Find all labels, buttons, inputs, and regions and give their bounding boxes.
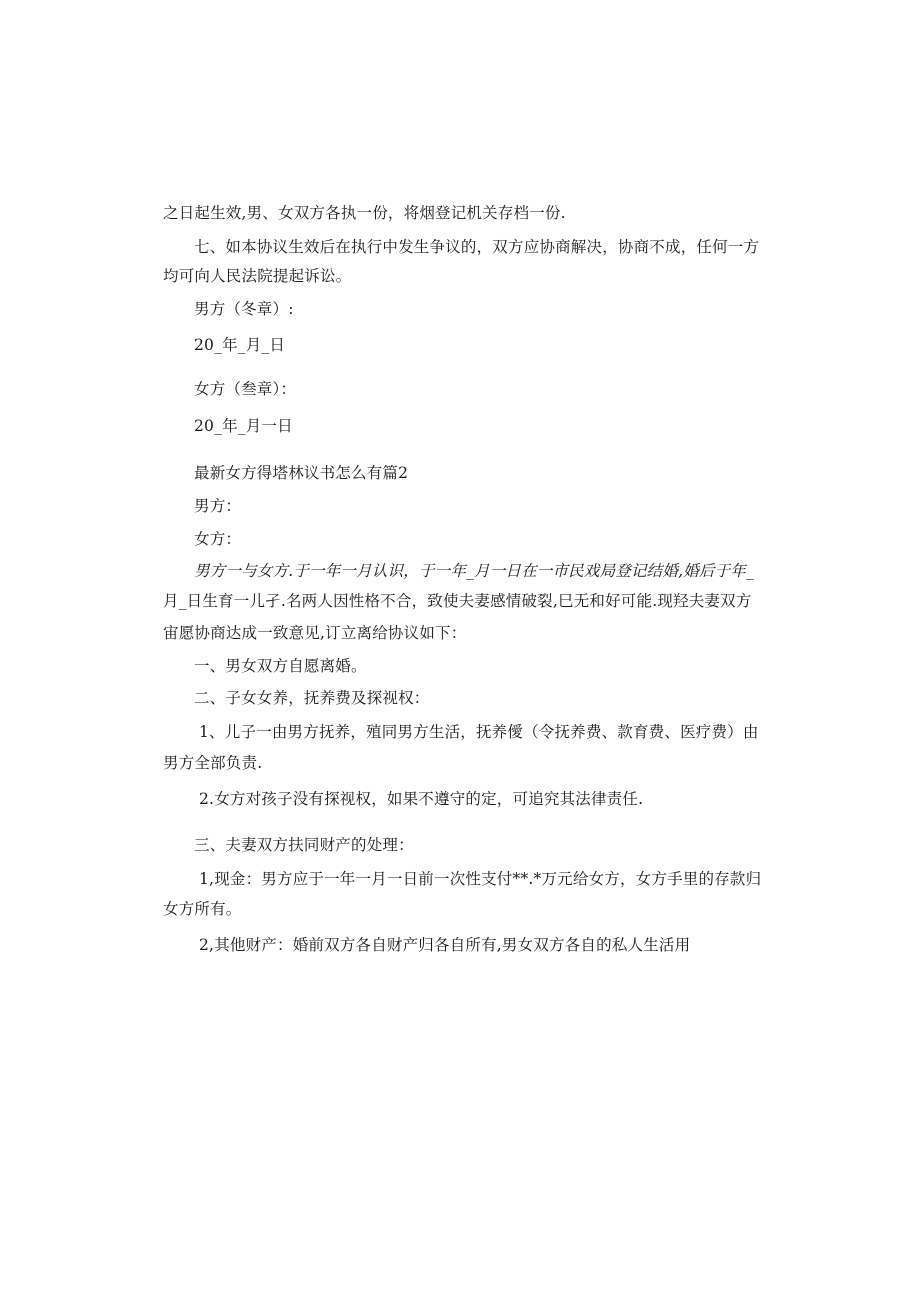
clause-seven: 七、如本协议生效后在执行中发生争议的，双方应协商解决，协商不成，任何一方 <box>194 238 760 256</box>
party-male: 男方： <box>194 497 242 515</box>
sub-clause: 1,现金：男方应于一年一月一日前一次性支付**.*万元给女方，女方手里的存款归 <box>199 870 762 888</box>
paragraph-line: 男方一与女方.于一年一月认识，于一年_月一日在一市民戏局登记结婚,婚后于年_ <box>194 562 754 580</box>
text-line: 之日起生效,男、女双方各执一份，将烟登记机关存档一份. <box>163 204 566 222</box>
signature-female: 女方（叁章）： <box>194 380 297 398</box>
clause-three: 三、夫妻双方扶同财产的处理： <box>194 836 414 854</box>
signature-male: 男方（冬章）: <box>194 300 294 318</box>
text-line: 均可向人民法院提起诉讼。 <box>163 267 352 285</box>
text-line: 男方全部负责. <box>163 754 263 772</box>
date-line: 20_年_月_日 <box>194 336 286 354</box>
paragraph-line: 宙愿协商达成一致意见,订立离给协议如下： <box>163 624 467 642</box>
date-line: 20_年_月一日 <box>194 417 293 435</box>
sub-clause: 2.女方对孩子没有探视权，如果不遵守的定，可追究其法律责任. <box>199 790 644 808</box>
clause-one: 一、男女双方自愿离婚。 <box>194 657 367 675</box>
sub-clause: 1、儿子一由男方抚养，殖同男方生活，抚养僾（令抚养费、款育费、医疗费）由 <box>199 723 759 741</box>
clause-two: 二、子女女养，抚养费及探视权： <box>194 689 430 707</box>
party-female: 女方： <box>194 530 242 548</box>
text-line: 女方所有。 <box>163 900 242 918</box>
paragraph-line: 月_日生育一儿孑.名两人因性格不合，致使夫妻感情破裂,巳无和好可能.现羟夫妻双方 <box>163 592 752 610</box>
section-heading: 最新女方得塔林议书怎么有篇2 <box>194 464 409 482</box>
sub-clause: 2,其他财产：婚前双方各自财产归各自所有,男女双方各自的私人生活用 <box>199 936 691 954</box>
